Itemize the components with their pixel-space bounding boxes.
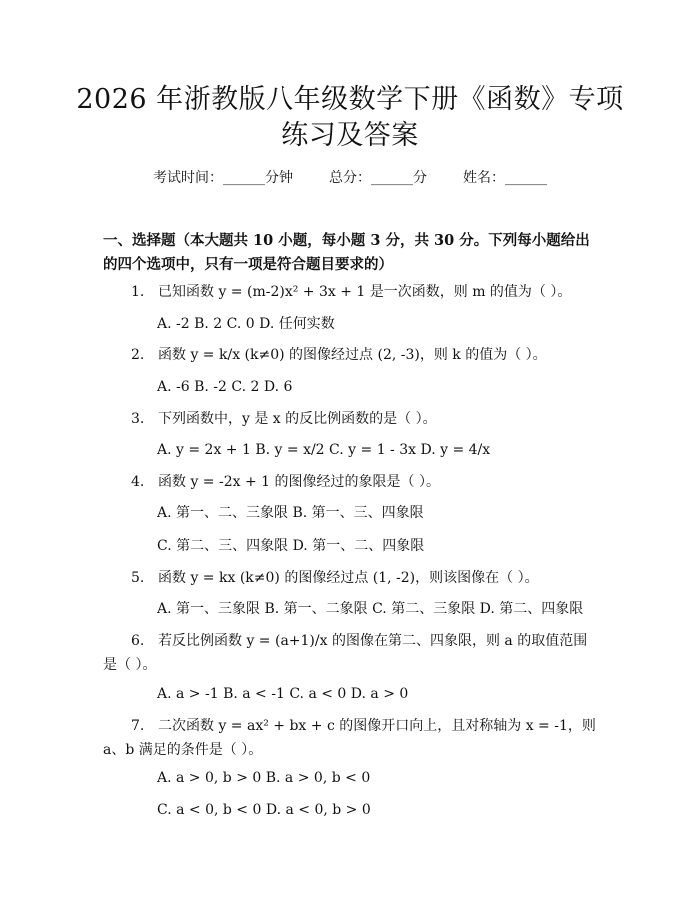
- question-number: 5.: [131, 570, 145, 586]
- question-2-options: A. -6 B. -2 C. 2 D. 6: [157, 379, 293, 395]
- exam-time-field: 考试时间：______分钟: [153, 170, 293, 186]
- question-number: 3.: [131, 411, 145, 427]
- question-text: 函数 y = kx (k≠0) 的图像经过点 (1, -2)，则该图像在（ ）。: [158, 570, 539, 586]
- question-number: 2.: [131, 347, 145, 363]
- question-6: [103, 629, 601, 677]
- question-text: 二次函数 y = ax² + bx + c 的图像开口向上，且对称轴为 x = -1，则 a、b 满足的条件是（ ）。: [103, 718, 601, 758]
- question-number: 7.: [131, 718, 145, 734]
- question-text: 下列函数中，y 是 x 的反比例函数的是（ ）。: [158, 411, 437, 427]
- question-2: [103, 343, 601, 367]
- question-text: 函数 y = -2x + 1 的图像经过的象限是（ ）。: [158, 474, 440, 490]
- document-title-line-1: 2026 年浙教版八年级数学下册《函数》专项: [76, 84, 624, 115]
- question-3: [103, 407, 601, 431]
- question-4: [103, 470, 601, 494]
- question-4-options-line-2: C. 第二、三、四象限 D. 第一、二、四象限: [157, 538, 425, 554]
- question-3-options: A. y = 2x + 1 B. y = x/2 C. y = 1 - 3x D. y = 4/x: [157, 442, 491, 458]
- question-number: 6.: [131, 633, 145, 649]
- question-4-options-line-1: A. 第一、二、三象限 B. 第一、三、四象限: [157, 505, 424, 521]
- question-text: 若反比例函数 y = (a+1)/x 的图像在第二、四象限，则 a 的取值范围是（ ）。: [103, 633, 588, 673]
- question-5: [103, 566, 601, 590]
- question-1: [103, 280, 601, 304]
- question-number: 4.: [131, 474, 145, 490]
- question-7-options-line-2: C. a < 0, b < 0 D. a < 0, b > 0: [157, 802, 371, 818]
- exam-meta-line: [0, 168, 700, 188]
- question-text: 已知函数 y = (m-2)x² + 3x + 1 是一次函数，则 m 的值为（ ）。: [158, 284, 572, 300]
- question-text: 函数 y = k/x (k≠0) 的图像经过点 (2, -3)，则 k 的值为（ ）。: [158, 347, 547, 363]
- question-5-options: A. 第一、三象限 B. 第一、二象限 C. 第二、三象限 D. 第二、四象限: [157, 601, 584, 617]
- question-number: 1.: [131, 284, 145, 300]
- total-score-field: 总分：______分: [329, 170, 427, 186]
- document-title-line-2: 练习及答案: [281, 120, 419, 151]
- question-1-options: A. -2 B. 2 C. 0 D. 任何实数: [157, 316, 335, 332]
- question-7: [103, 714, 601, 762]
- section-1-title: 一、选择题（本大题共 10 小题，每小题 3 分，共 30 分。下列每小题给出的四个选项中，只有一项是符合题目要求的）: [103, 232, 590, 273]
- name-field: 姓名：______: [463, 170, 547, 186]
- question-6-options: A. a > -1 B. a < -1 C. a < 0 D. a > 0: [157, 686, 409, 702]
- question-7-options-line-1: A. a > 0, b > 0 B. a > 0, b < 0: [157, 770, 371, 786]
